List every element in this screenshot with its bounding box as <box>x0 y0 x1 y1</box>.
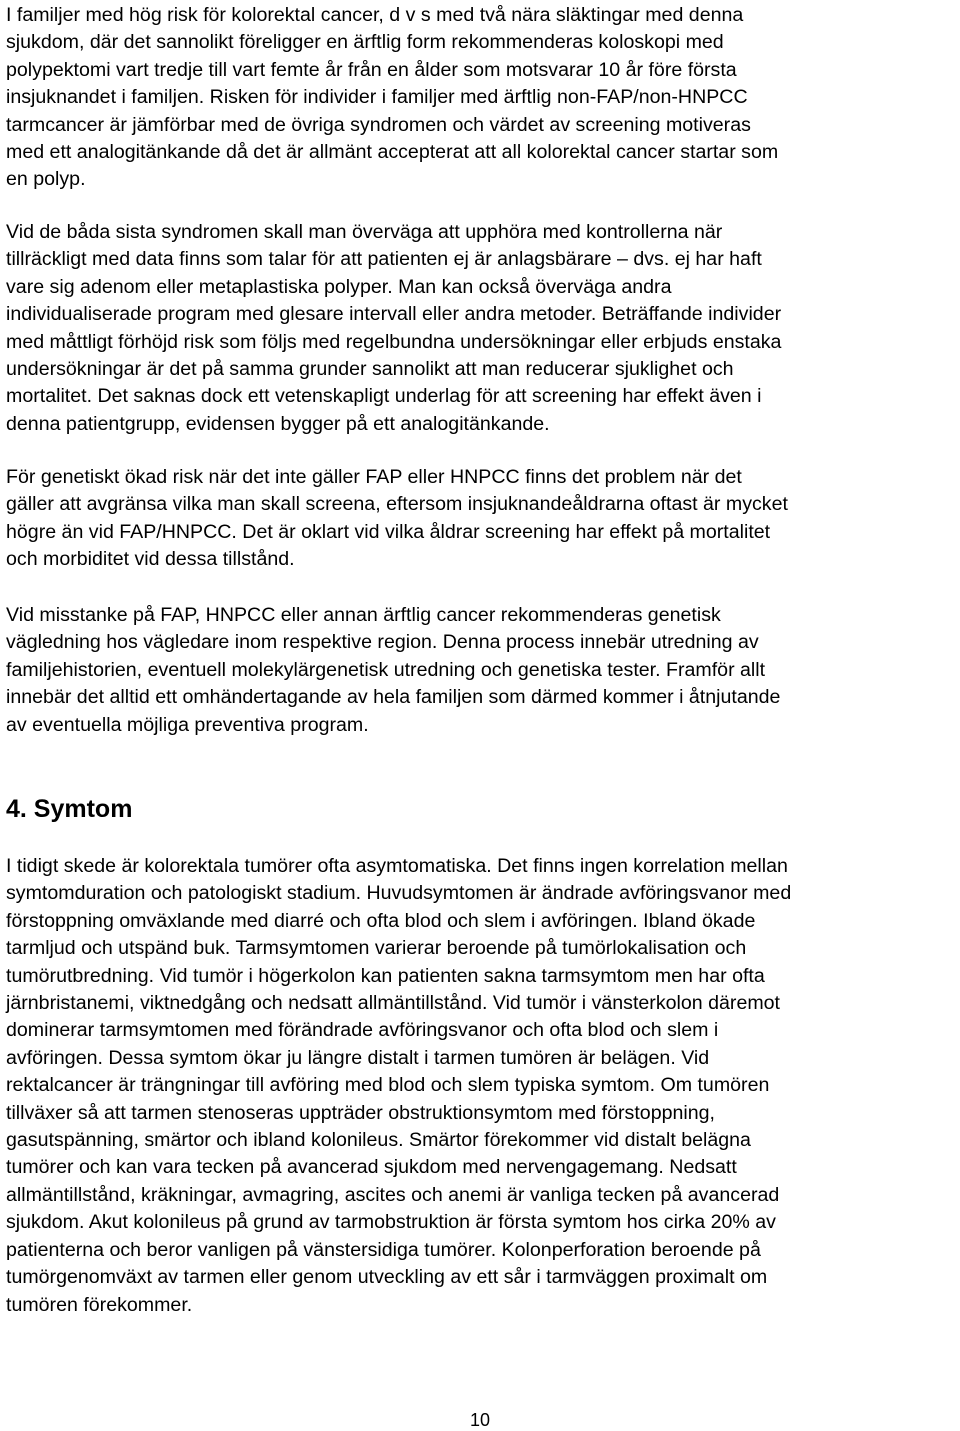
paragraph-syndromes <box>6 219 956 438</box>
text-line: avföringen. Dessa symtom ökar ju längre distalt i tarmen tumören är belägen. Vid <box>6 1046 710 1069</box>
text-line: en polyp. <box>6 168 86 191</box>
text-line: symtomduration och patologiskt stadium. Huvudsymtomen är ändrade avföringsvanor med <box>6 882 792 905</box>
paragraph-symptoms <box>6 853 956 1319</box>
text-line: allmäntillstånd, kräkningar, avmagring, ascites och anemi är vanliga tecken på avancerad <box>6 1183 780 1206</box>
text-line: tumörer och kan vara tecken på avancerad sjukdom med nervengagemang. Nedsatt <box>6 1156 737 1179</box>
text-line: tillräckligt med data finns som talar för att patienten ej är anlagsbärare – dvs. ej har haft <box>6 248 762 271</box>
text-line: I familjer med hög risk för kolorektal cancer, d v s med två nära släktingar med denna <box>6 4 744 26</box>
text-line: individualiserade program med glesare intervall eller andra metoder. Beträffande individer <box>6 303 782 326</box>
text-line: av eventuella möjliga preventiva program. <box>6 713 369 736</box>
text-line: tarmljud och utspänd buk. Tarmsymtomen varierar beroende på tumörlokalisation och <box>6 937 747 960</box>
text-line: I tidigt skede är kolorektala tumörer ofta asymtomatiska. Det finns ingen korrelation mellan <box>6 855 788 877</box>
text-line: vägledning hos vägledare inom respektive region. Denna process innebär utredning av <box>6 631 759 654</box>
text-line: För genetiskt ökad risk när det inte gäller FAP eller HNPCC finns det problem när det <box>6 466 742 488</box>
text-line: järnbristanemi, viktnedgång och nedsatt allmäntillstånd. Vid tumör i vänsterkolon däremot <box>6 992 781 1015</box>
text-line: undersökningar är det på samma grunder sannolikt att man reducerar sjuklighet och <box>6 358 734 381</box>
text-line: patienterna och beror vanligen på vänstersidiga tumörer. Kolonperforation beroende på <box>6 1238 761 1261</box>
paragraph-genetic-guidance <box>6 602 956 739</box>
text-line: gäller att avgränsa vilka man skall screena, eftersom insjuknandeåldrarna oftast är mycket <box>6 493 788 516</box>
text-line: vare sig adenom eller metaplastiska polyper. Man kan också överväga andra <box>6 275 672 298</box>
text-line: med måttligt förhöjd risk som följs med regelbundna undersökningar eller erbjuds enstaka <box>6 330 782 353</box>
text-line: gasutspänning, smärtor och ibland kolonileus. Smärtor förekommer vid distalt belägna <box>6 1129 751 1152</box>
text-line: rektalcancer är trängningar till avföring med blod och slem typiska symtom. Om tumören <box>6 1074 770 1097</box>
paragraph-family-risk <box>6 2 956 194</box>
text-line: högre än vid FAP/HNPCC. Det är oklart vid vilka åldrar screening har effekt på mortalitet <box>6 520 771 543</box>
text-line: sjukdom, där det sannolikt föreligger en ärftlig form rekommenderas koloskopi med <box>6 31 724 54</box>
paragraph-genetic-risk <box>6 464 956 574</box>
text-line: insjuknandet i familjen. Risken för individer i familjer med ärftlig non-FAP/non-HNPCC <box>6 86 748 109</box>
text-line: tumörutbredning. Vid tumör i högerkolon kan patienten sakna tarmsymtom men har ofta <box>6 964 765 987</box>
text-line: mortalitet. Det saknas dock ett vetenskapligt underlag för att screening har effekt även i <box>6 385 762 408</box>
section-heading: 4. Symtom <box>6 795 133 823</box>
text-line: tarmcancer är jämförbar med de övriga syndromen och värdet av screening motiveras <box>6 113 751 136</box>
text-line: dominerar tarmsymtomen med förändrade avföringsvanor och ofta blod och slem i <box>6 1019 719 1042</box>
text-line: familjehistorien, eventuell molekylärgenetisk utredning och genetiska tester. Framför allt <box>6 658 766 681</box>
text-line: innebär det alltid ett omhändertagande av hela familjen som därmed kommer i åtnjutande <box>6 686 781 709</box>
text-line: Vid misstanke på FAP, HNPCC eller annan ärftlig cancer rekommenderas genetisk <box>6 604 721 626</box>
page-number: 10 <box>469 1410 491 1430</box>
text-line: och morbiditet vid dessa tillstånd. <box>6 548 295 571</box>
text-line: med ett analogitänkande då det är allmänt accepterat att all kolorektal cancer startar som <box>6 141 779 164</box>
text-line: polypektomi vart tredje till vart femte år från en ålder som motsvarar 10 år före första <box>6 58 737 81</box>
text-line: sjukdom. Akut kolonileus på grund av tarmobstruktion är första symtom hos cirka 20% av <box>6 1211 776 1234</box>
text-line: tillväxer så att tarmen stenoseras uppträder obstruktionsymtom med förstoppning, <box>6 1101 715 1124</box>
text-line: tumören förekommer. <box>6 1293 193 1316</box>
text-line: Vid de båda sista syndromen skall man överväga att upphöra med kontrollerna när <box>6 221 723 243</box>
text-line: denna patientgrupp, evidensen bygger på ett analogitänkande. <box>6 412 550 435</box>
text-line: tumörgenomväxt av tarmen eller genom utveckling av ett sår i tarmväggen proximalt om <box>6 1266 768 1289</box>
text-line: förstoppning omväxlande med diarré och ofta blod och slem i avföringen. Ibland ökade <box>6 909 756 932</box>
